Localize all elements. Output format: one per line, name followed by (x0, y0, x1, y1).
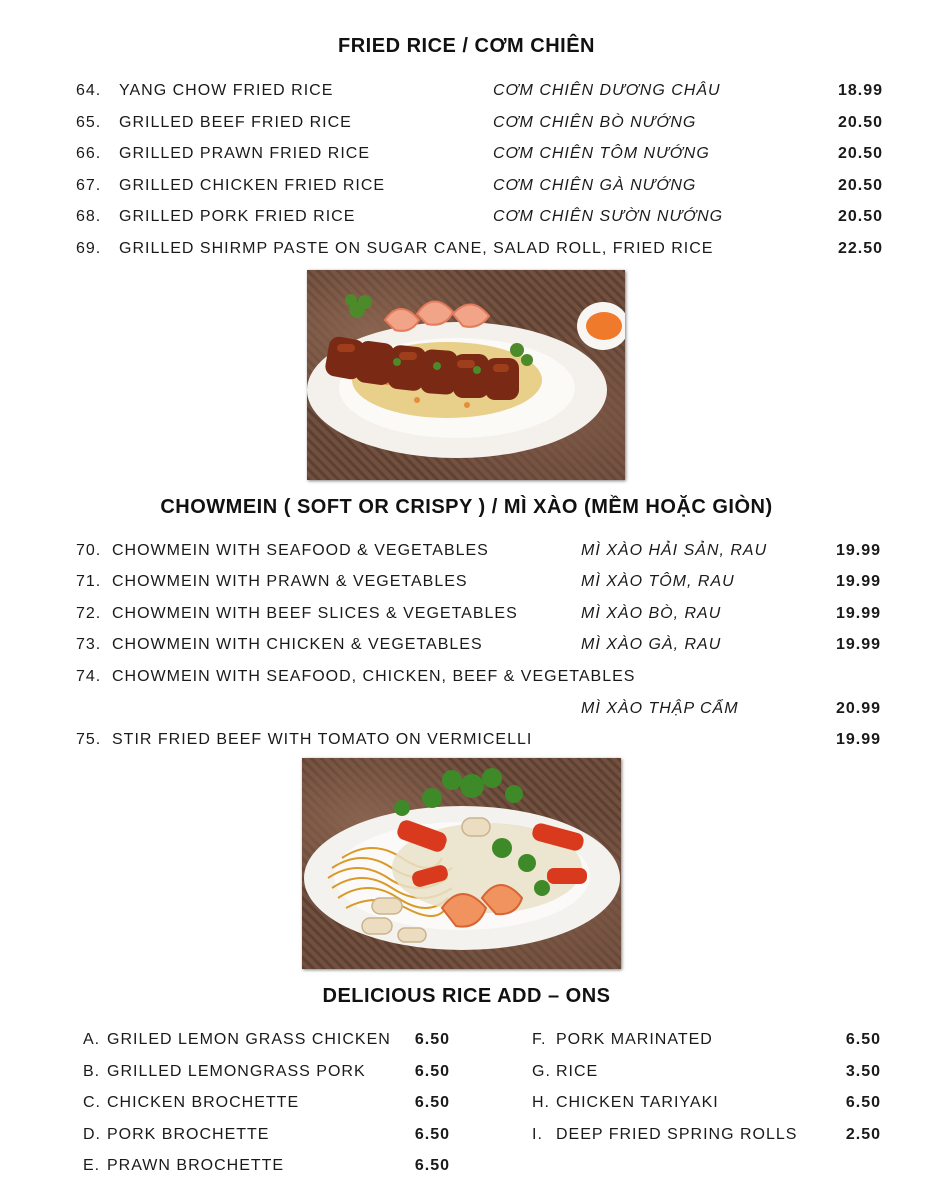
addon-price: 6.50 (414, 1031, 450, 1048)
item-number: 70. (76, 542, 102, 559)
addon-price: 6.50 (414, 1157, 450, 1174)
item-price: 19.99 (835, 605, 881, 622)
menu-item-73 (0, 634, 933, 656)
addon-item-h (466, 1092, 933, 1114)
item-price: 19.99 (835, 573, 881, 590)
addon-name: RICE (556, 1063, 599, 1080)
item-name-vn: CƠM CHIÊN SƯỜN NƯỚNG (493, 208, 724, 225)
addon-item-b (0, 1061, 466, 1083)
addon-item-e (0, 1155, 466, 1177)
addon-name: GRILLED LEMONGRASS PORK (107, 1063, 366, 1080)
menu-item-70 (0, 540, 933, 562)
addon-item-f (466, 1029, 933, 1051)
menu-item-64 (0, 80, 933, 102)
addon-letter: D. (83, 1126, 101, 1143)
fried-rice-title: FRIED RICE / CƠM CHIÊN (338, 35, 595, 57)
item-name-vn: MÌ XÀO BÒ, RAU (581, 605, 722, 622)
chowmein-photo (302, 758, 621, 969)
addon-item-d (0, 1124, 466, 1146)
addon-price: 6.50 (845, 1031, 881, 1048)
addon-price: 3.50 (845, 1063, 881, 1080)
fried-rice-photo (307, 270, 625, 480)
addon-item-c (0, 1092, 466, 1114)
addon-item-a (0, 1029, 466, 1051)
item-price: 22.50 (837, 240, 883, 257)
addon-letter: E. (83, 1157, 101, 1174)
item-name: GRILLED PRAWN FRIED RICE (119, 145, 370, 162)
item-name-vn: CƠM CHIÊN DƯƠNG CHÂU (493, 82, 721, 99)
addon-letter: H. (532, 1094, 550, 1111)
addon-price: 6.50 (414, 1126, 450, 1143)
addon-name: PRAWN BROCHETTE (107, 1157, 285, 1174)
addon-price: 2.50 (845, 1126, 881, 1143)
addon-letter: F. (532, 1031, 547, 1048)
item-name-vn: MÌ XÀO HẢI SẢN, RAU (581, 542, 768, 559)
item-name-vn: MÌ XÀO TÔM, RAU (581, 573, 735, 590)
menu-item-74-vn (0, 698, 933, 720)
item-number: 65. (76, 114, 102, 131)
item-name: CHOWMEIN WITH CHICKEN & VEGETABLES (112, 636, 483, 653)
item-price: 20.50 (837, 145, 883, 162)
addons-title: DELICIOUS RICE ADD – ONS (322, 985, 611, 1007)
item-price: 18.99 (837, 82, 883, 99)
item-name: CHOWMEIN WITH SEAFOOD & VEGETABLES (112, 542, 489, 559)
item-name: YANG CHOW FRIED RICE (119, 82, 334, 99)
chowmein-title: CHOWMEIN ( SOFT OR CRISPY ) / MÌ XÀO (MỀM HOẶC GIÒN) (160, 496, 773, 518)
item-number: 68. (76, 208, 102, 225)
addon-name: DEEP FRIED SPRING ROLLS (556, 1126, 798, 1143)
item-name: STIR FRIED BEEF WITH TOMATO ON VERMICELLI (112, 731, 533, 748)
item-name-vn: CƠM CHIÊN GÀ NƯỚNG (493, 177, 697, 194)
item-price: 20.50 (837, 208, 883, 225)
addon-name: CHICKEN TARIYAKI (556, 1094, 719, 1111)
item-number: 69. (76, 240, 102, 257)
item-name: GRILLED CHICKEN FRIED RICE (119, 177, 386, 194)
item-price: 19.99 (835, 636, 881, 653)
item-number: 71. (76, 573, 102, 590)
menu-item-74 (0, 666, 933, 688)
item-price: 19.99 (835, 542, 881, 559)
item-number: 67. (76, 177, 102, 194)
item-name: CHOWMEIN WITH PRAWN & VEGETABLES (112, 573, 468, 590)
menu-item-71 (0, 571, 933, 593)
item-name-vn: CƠM CHIÊN TÔM NƯỚNG (493, 145, 710, 162)
item-number: 72. (76, 605, 102, 622)
item-number: 66. (76, 145, 102, 162)
item-number: 64. (76, 82, 102, 99)
addon-item-i (466, 1124, 933, 1146)
addon-letter: C. (83, 1094, 101, 1111)
menu-item-65 (0, 112, 933, 134)
menu-item-68 (0, 206, 933, 228)
item-price: 20.50 (837, 114, 883, 131)
item-number: 74. (76, 668, 102, 685)
menu-item-69 (0, 238, 933, 260)
addon-price: 6.50 (414, 1094, 450, 1111)
item-price: 20.50 (837, 177, 883, 194)
addon-letter: B. (83, 1063, 101, 1080)
item-name-vn: MÌ XÀO GÀ, RAU (581, 636, 722, 653)
addon-name: GRILED LEMON GRASS CHICKEN (107, 1031, 391, 1048)
addon-letter: I. (532, 1126, 543, 1143)
item-number: 73. (76, 636, 102, 653)
addon-price: 6.50 (414, 1063, 450, 1080)
addon-letter: A. (83, 1031, 101, 1048)
menu-item-67 (0, 175, 933, 197)
item-name: CHOWMEIN WITH BEEF SLICES & VEGETABLES (112, 605, 518, 622)
item-price: 19.99 (835, 731, 881, 748)
addon-letter: G. (532, 1063, 551, 1080)
addon-item-g (466, 1061, 933, 1083)
item-name-vn: CƠM CHIÊN BÒ NƯỚNG (493, 114, 697, 131)
addon-name: CHICKEN BROCHETTE (107, 1094, 300, 1111)
addon-name: PORK MARINATED (556, 1031, 713, 1048)
addon-price: 6.50 (845, 1094, 881, 1111)
menu-item-72 (0, 603, 933, 625)
item-name: GRILLED PORK FRIED RICE (119, 208, 356, 225)
item-name: GRILLED SHIRMP PASTE ON SUGAR CANE, SALAD ROLL, FRIED RICE (119, 240, 714, 257)
addon-name: PORK BROCHETTE (107, 1126, 270, 1143)
item-name: CHOWMEIN WITH SEAFOOD, CHICKEN, BEEF & VEGETABLES (112, 668, 636, 685)
item-name: GRILLED BEEF FRIED RICE (119, 114, 352, 131)
item-number: 75. (76, 731, 102, 748)
menu-item-75 (0, 729, 933, 751)
item-name-vn: MÌ XÀO THẬP CẨM (581, 700, 739, 717)
menu-item-66 (0, 143, 933, 165)
item-price: 20.99 (835, 700, 881, 717)
